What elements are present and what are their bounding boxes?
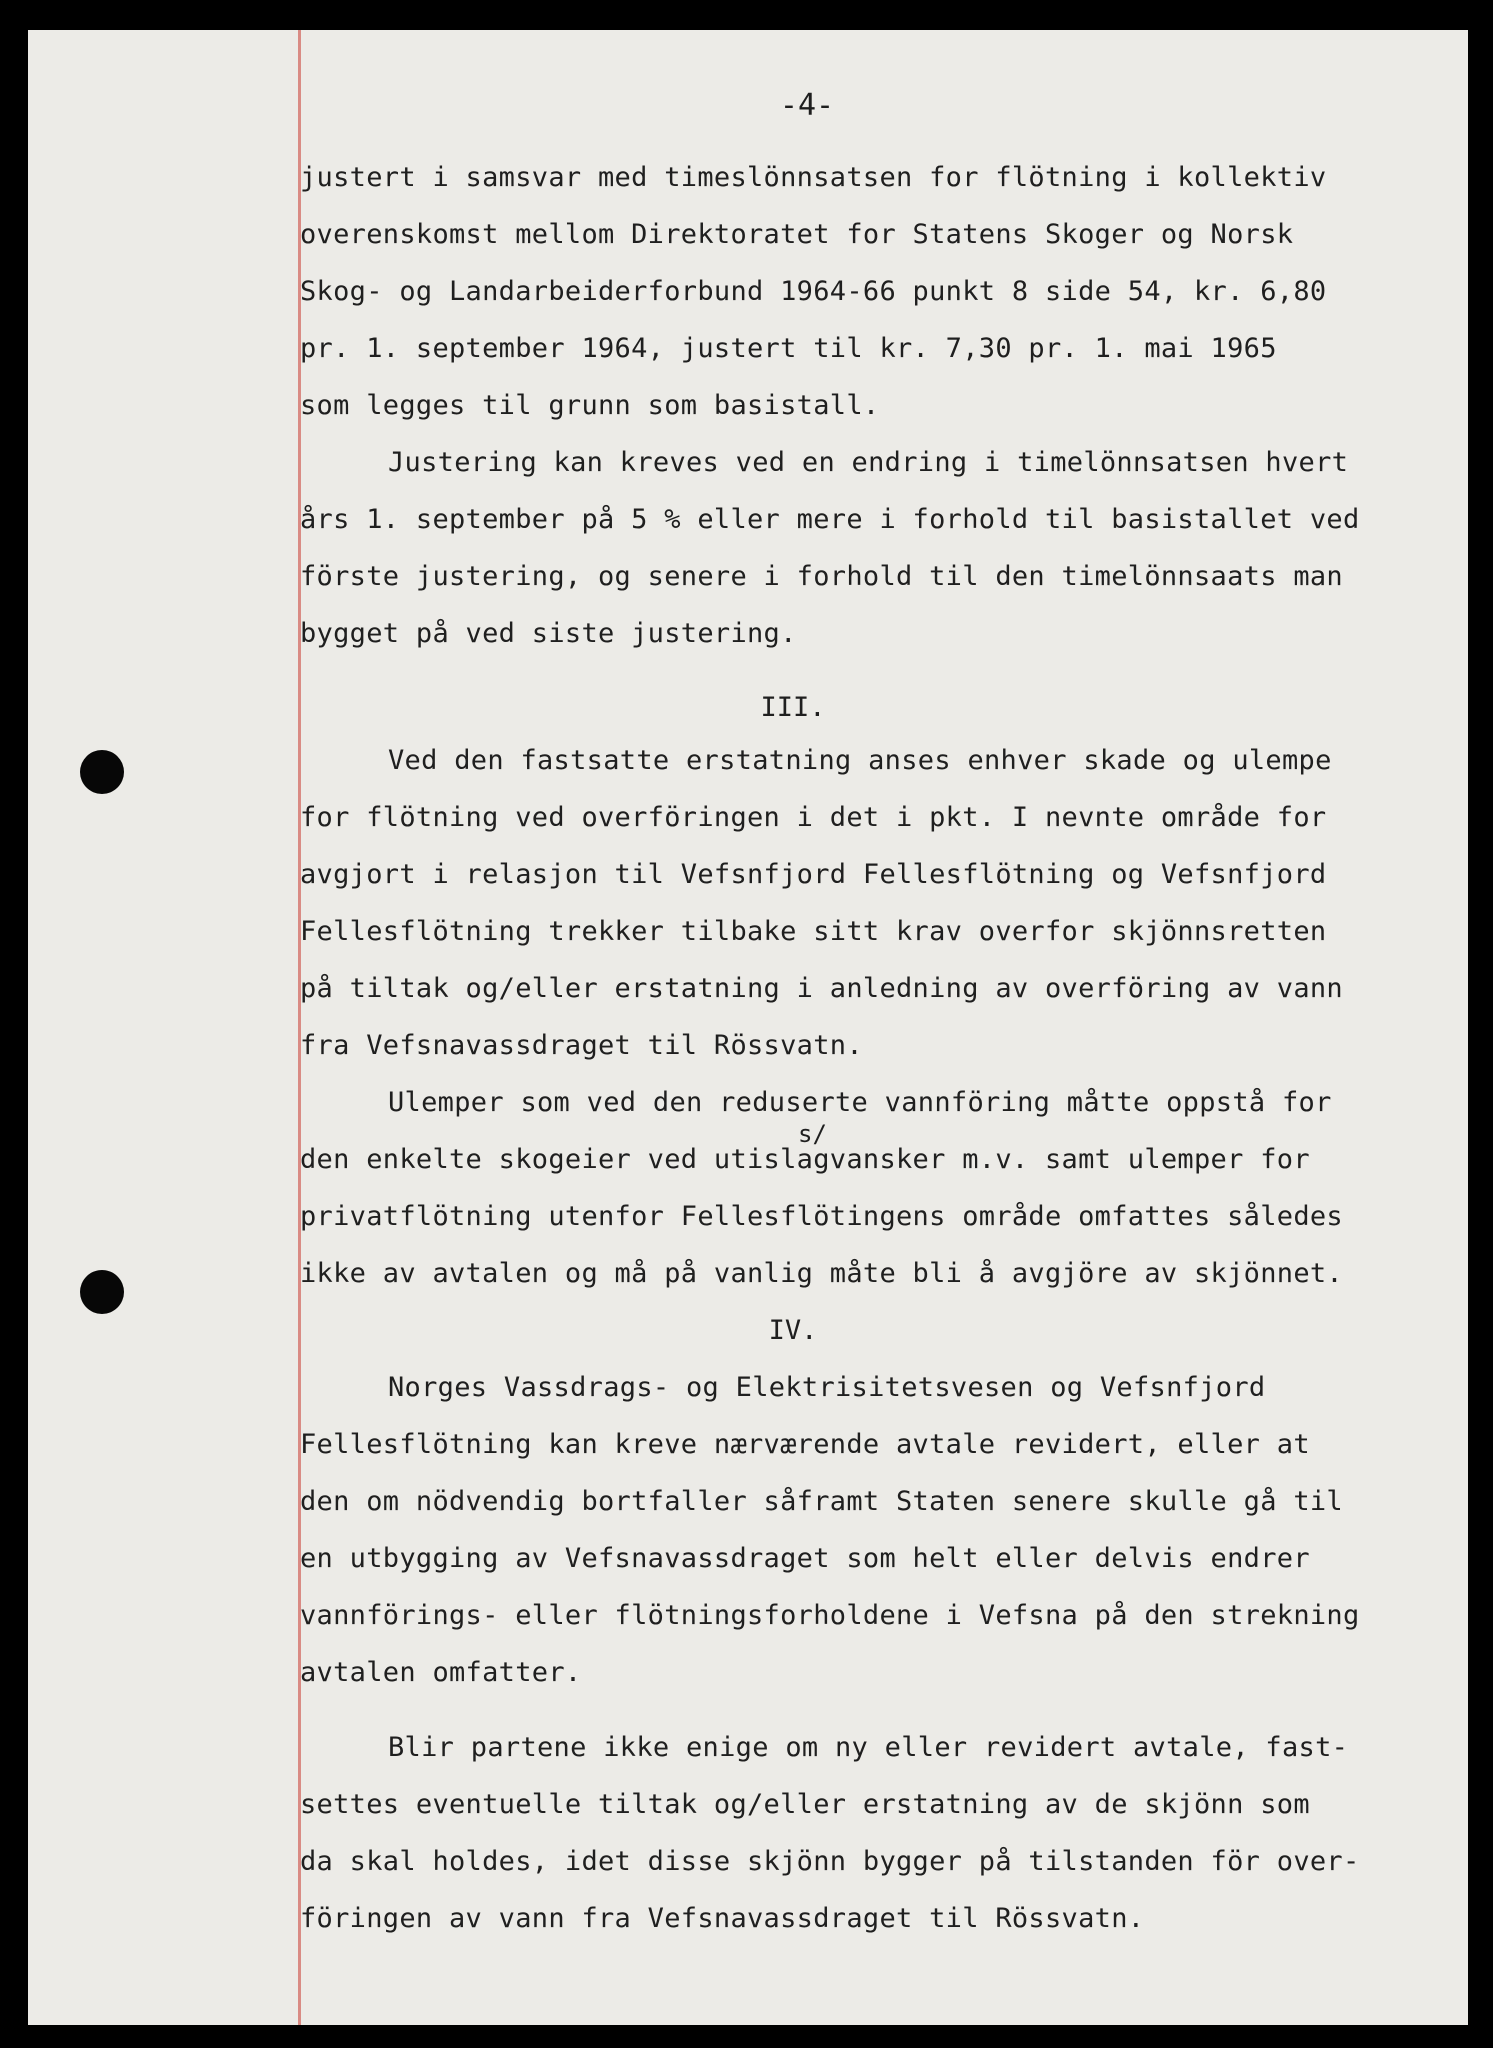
text-line: ikke av avtalen og må på vanlig måte bli å avgjöre av skjönnet. <box>300 1258 1343 1289</box>
text-line: overenskomst mellom Direktoratet for Statens Skoger og Norsk <box>300 219 1294 250</box>
text-line: Skog- og Landarbeiderforbund 1964-66 punkt 8 side 54, kr. 6,80 <box>300 276 1327 307</box>
text-line: Fellesflötning kan kreve nærværende avtale revidert, eller at <box>300 1429 1310 1460</box>
text-line: Norges Vassdrags- og Elektrisitetsvesen og Vefsnfjord <box>388 1372 1266 1403</box>
text-line: avtalen omfatter. <box>300 1657 582 1688</box>
text-line: privatflötning utenfor Fellesflötingens område omfattes således <box>300 1201 1343 1232</box>
text-line: fra Vefsnavassdraget til Rössvatn. <box>300 1030 863 1061</box>
text-line: föringen av vann fra Vefsnavassdraget til Rössvatn. <box>300 1903 1145 1934</box>
margin-rule <box>298 30 301 2025</box>
text-line: pr. 1. september 1964, justert til kr. 7,30 pr. 1. mai 1965 <box>300 333 1277 364</box>
text-line: Justering kan kreves ved en endring i timelönnsatsen hvert <box>388 447 1349 478</box>
section-heading: IV. <box>768 1315 818 1346</box>
text-line: på tiltak og/eller erstatning i anledning av overföring av vann <box>300 973 1343 1004</box>
page-number: -4- <box>779 88 835 123</box>
text-line: Ulemper som ved den reduserte vannföring måtte oppstå for <box>388 1087 1332 1118</box>
text-line: bygget på ved siste justering. <box>300 618 797 649</box>
text-line: förste justering, og senere i forhold til den timelönnsaats man <box>300 561 1343 592</box>
text-line: settes eventuelle tiltak og/eller erstatning av de skjönn som <box>300 1789 1310 1820</box>
section-heading: III. <box>760 692 826 723</box>
text-line: da skal holdes, idet disse skjönn bygger på tilstanden för over- <box>300 1846 1360 1877</box>
text-line: Fellesflötning trekker tilbake sitt krav overfor skjönnsretten <box>300 916 1327 947</box>
text-line: den om nödvendig bortfaller såframt Staten senere skulle gå til <box>300 1486 1343 1517</box>
text-line: Blir partene ikke enige om ny eller revidert avtale, fast- <box>388 1732 1349 1763</box>
text-line: som legges til grunn som basistall. <box>300 390 880 421</box>
text-line: års 1. september på 5 % eller mere i forhold til basistallet ved <box>300 504 1360 535</box>
text-line: vannförings- eller flötningsforholdene i Vefsna på den strekning <box>300 1600 1360 1631</box>
text-line: avgjort i relasjon til Vefsnfjord Fellesflötning og Vefsnfjord <box>300 859 1327 890</box>
text-line: Ved den fastsatte erstatning anses enhver skade og ulempe <box>388 745 1332 776</box>
punch-hole <box>80 1270 124 1314</box>
text-line: justert i samsvar med timeslönnsatsen for flötning i kollektiv <box>300 162 1327 193</box>
handwritten-insertion: s/ <box>798 1120 827 1148</box>
text-line: den enkelte skogeier ved utislagvansker m.v. samt ulemper for <box>300 1144 1310 1175</box>
punch-hole <box>80 750 124 794</box>
text-line: for flötning ved overföringen i det i pkt. I nevnte område for <box>300 802 1327 833</box>
text-line: en utbygging av Vefsnavassdraget som helt eller delvis endrer <box>300 1543 1310 1574</box>
document-page <box>28 30 1468 2025</box>
